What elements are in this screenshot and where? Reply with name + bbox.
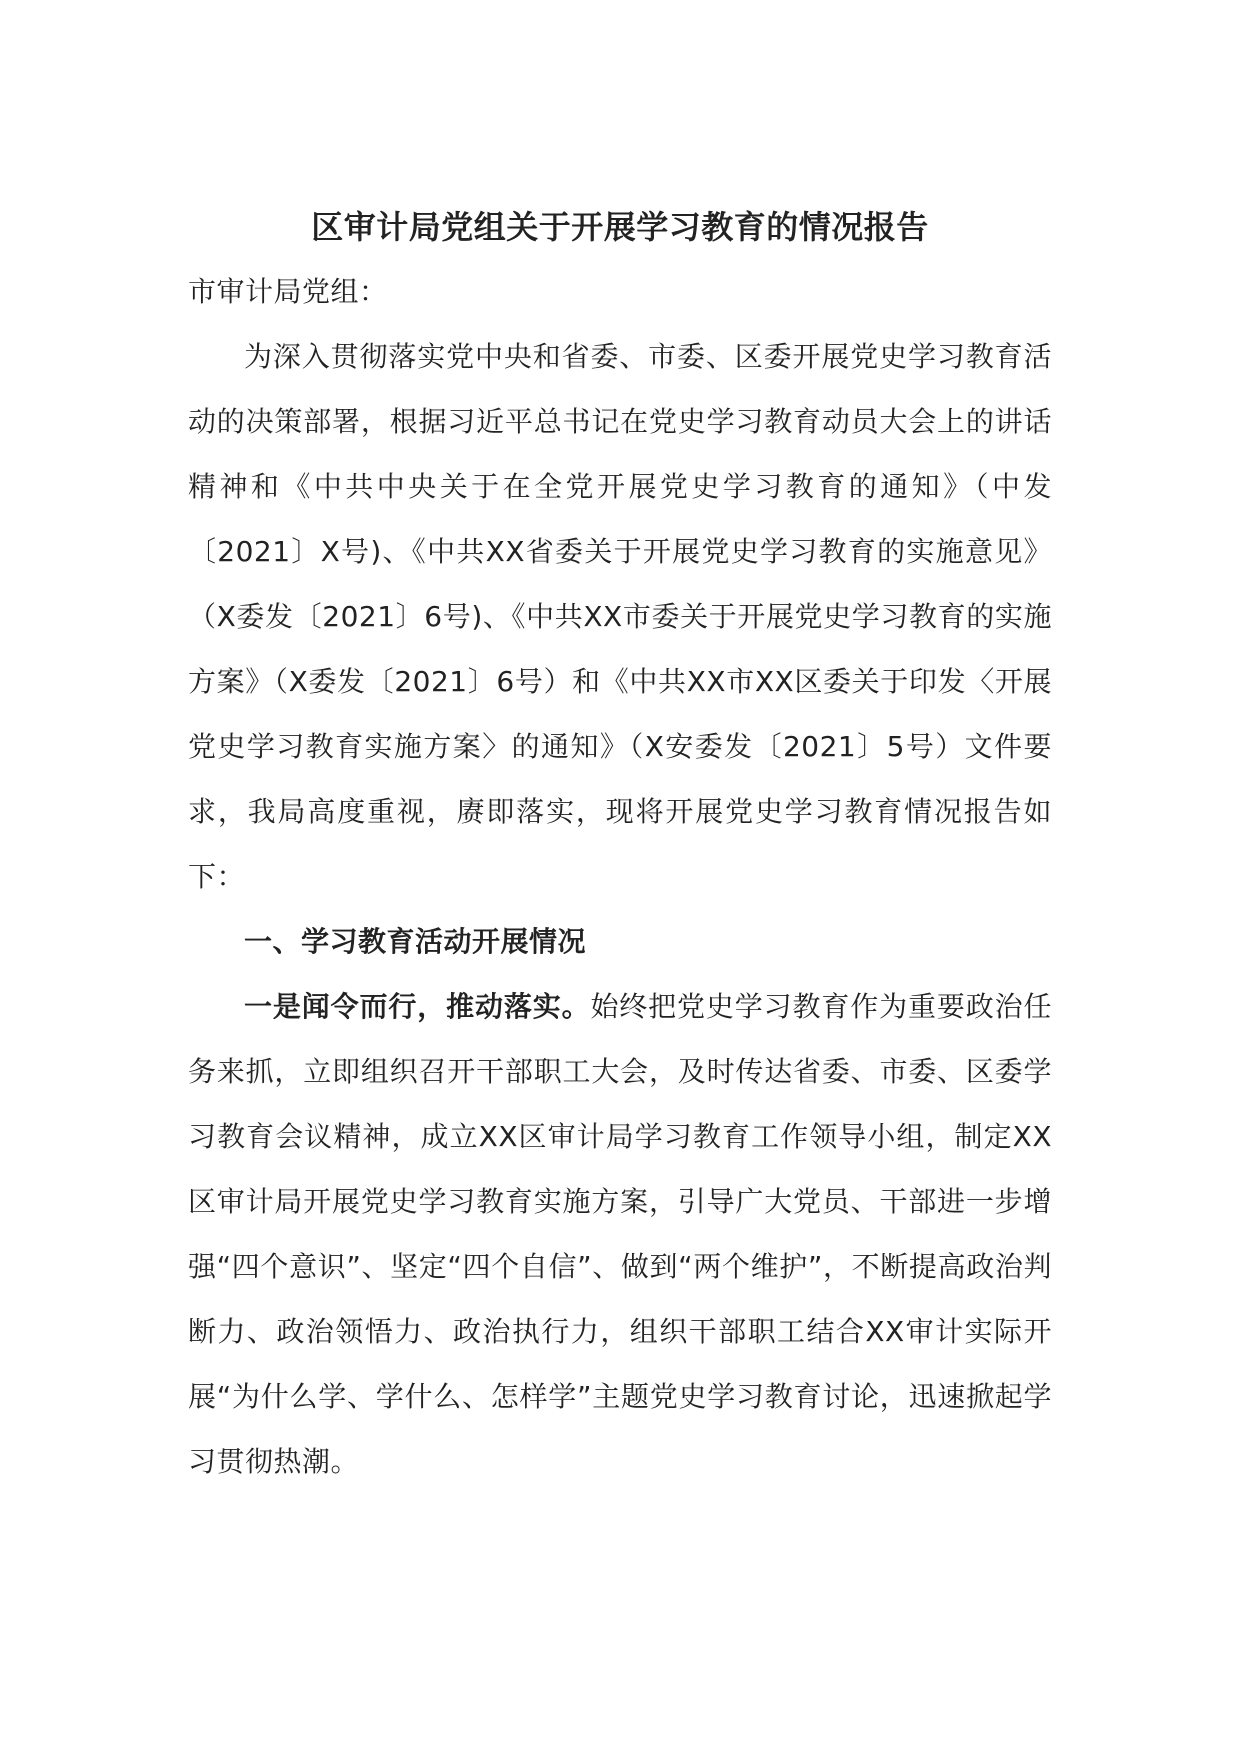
salutation: 市审计局党组： <box>188 275 388 308</box>
point-one-lead: 一是闻令而行，推动落实。 <box>244 990 591 1023</box>
point-one-paragraph <box>188 974 1052 1494</box>
point-one-text: 始终把党史学习教育作为重要政治任务来抓，立即组织召开干部职工大会，及时传达省委、市委、区委学习教育会议精神，成立XX区审计局学习教育工作领导小组，制定XX区审计局开展党史学习教育实施方案，引导广大党员、干部进一步增强“四个意识”、坚定“四个自信”、做到“两个维护”，不断提高政治判断力、政治领悟力、政治执行力，组织干部职工结合XX审计实际开展“为什么学、学什么、怎样学”主题党史学习教育讨论，迅速掀起学习贯彻热潮。 <box>188 990 1052 1478</box>
document-title: 区审计局党组关于开展学习教育的情况报告 <box>311 208 929 246</box>
document-page <box>188 195 1052 1494</box>
intro-paragraph: 为深入贯彻落实党中央和省委、市委、区委开展党史学习教育活动的决策部署，根据习近平总书记在党史学习教育动员大会上的讲话精神和《中共中央关于在全党开展党史学习教育的通知》（中发〔2021〕X号)、《中共XX省委关于开展党史学习教育的实施意见》（X委发〔2021〕6号)、《中共XX市委关于开展党史学习教育的实施方案》（X委发〔2021〕6号）和《中共XX市XX区委关于印发〈开展党史学习教育实施方案〉的通知》（X安委发〔2021〕5号）文件要求，我局高度重视，赓即落实，现将开展党史学习教育情况报告如下： <box>188 340 1052 893</box>
section-heading: 一、学习教育活动开展情况 <box>244 925 587 958</box>
